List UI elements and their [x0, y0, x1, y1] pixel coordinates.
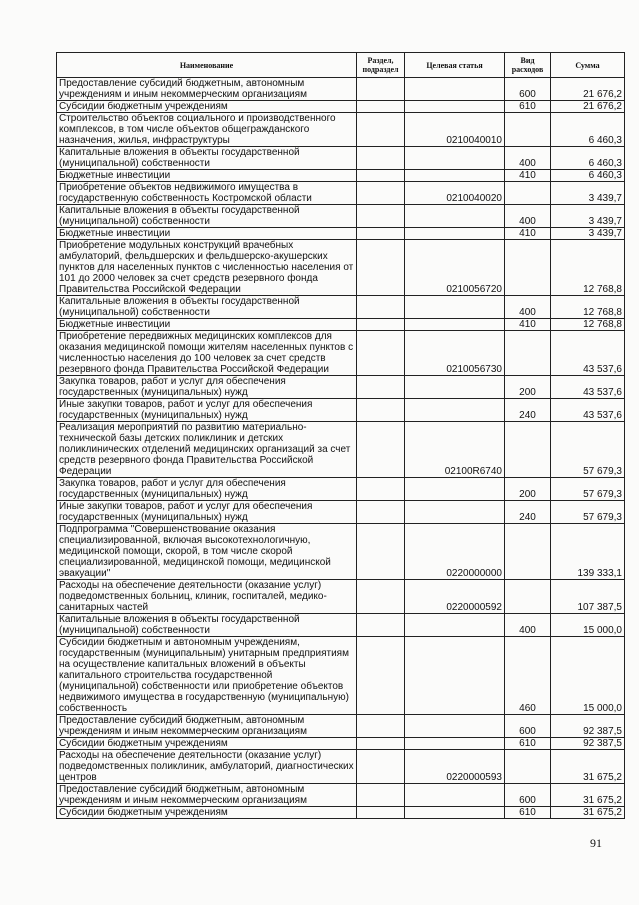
section-cell — [357, 715, 405, 738]
article-cell — [405, 78, 505, 101]
name-cell: Строительство объектов социального и производственного комплексов, в том числе объектов общегражданского назначения, жилья, инфраструктуры — [57, 113, 357, 147]
article-cell — [405, 501, 505, 524]
section-cell — [357, 296, 405, 319]
table-row — [57, 147, 625, 170]
name-cell: Бюджетные инвестиции — [57, 228, 357, 240]
table-body — [57, 78, 625, 819]
sum-cell: 57 679,3 — [551, 422, 625, 478]
table-row — [57, 715, 625, 738]
name-cell: Субсидии бюджетным и автономным учреждениям, государственным (муниципальным) унитарным предприятиям на осуществление капитальных вложений в объекты капитального строительства государственной (муниципальной) собственности или приобретение объектов недвижимого имущества в государственную (муниципальную) собственность — [57, 637, 357, 715]
name-cell: Иные закупки товаров, работ и услуг для обеспечения государственных (муниципальных) нужд — [57, 501, 357, 524]
article-cell: 0210056730 — [405, 331, 505, 376]
page-number: 91 — [590, 836, 602, 850]
article-cell — [405, 101, 505, 113]
name-cell: Подпрограмма "Совершенствование оказания специализированной, включая высокотехнологичную, медицинской помощи, скорой, в том числе скорой специализированной, медицинской помощи, медицинской эвакуации" — [57, 524, 357, 580]
sum-cell: 43 537,6 — [551, 331, 625, 376]
article-cell — [405, 715, 505, 738]
table-row — [57, 738, 625, 750]
table-row — [57, 807, 625, 819]
budget-table — [56, 52, 625, 819]
name-cell: Приобретение передвижных медицинских комплексов для оказания медицинской помощи жителям населенных пунктов с численностью населения до 100 человек за счет средств резервного фонда Правительства Российской Федерации — [57, 331, 357, 376]
table-row — [57, 296, 625, 319]
kind-cell: 410 — [505, 319, 551, 331]
sum-cell: 92 387,5 — [551, 715, 625, 738]
sum-cell: 15 000,0 — [551, 614, 625, 637]
section-cell — [357, 182, 405, 205]
sum-cell: 31 675,2 — [551, 750, 625, 784]
kind-cell: 460 — [505, 637, 551, 715]
header-article: Целевая статья — [405, 53, 505, 78]
kind-cell: 200 — [505, 376, 551, 399]
article-cell: 0220000592 — [405, 580, 505, 614]
sum-cell: 57 679,3 — [551, 501, 625, 524]
table-row — [57, 750, 625, 784]
section-cell — [357, 147, 405, 170]
section-cell — [357, 399, 405, 422]
table-row — [57, 182, 625, 205]
table-row — [57, 784, 625, 807]
name-cell: Капитальные вложения в объекты государственной (муниципальной) собственности — [57, 296, 357, 319]
sum-cell: 107 387,5 — [551, 580, 625, 614]
kind-cell: 240 — [505, 399, 551, 422]
name-cell: Предоставление субсидий бюджетным, автономным учреждениям и иным некоммерческим организациям — [57, 784, 357, 807]
kind-cell: 600 — [505, 78, 551, 101]
article-cell: 0210040020 — [405, 182, 505, 205]
section-cell — [357, 101, 405, 113]
sum-cell: 92 387,5 — [551, 738, 625, 750]
sum-cell: 15 000,0 — [551, 637, 625, 715]
sum-cell: 6 460,3 — [551, 170, 625, 182]
sum-cell: 31 675,2 — [551, 807, 625, 819]
section-cell — [357, 614, 405, 637]
name-cell: Субсидии бюджетным учреждениям — [57, 101, 357, 113]
name-cell: Приобретение объектов недвижимого имущества в государственную собственность Костромской области — [57, 182, 357, 205]
article-cell — [405, 147, 505, 170]
name-cell: Расходы на обеспечение деятельности (оказание услуг) подведомственных поликлиник, амбулаторий, диагностических центров — [57, 750, 357, 784]
name-cell: Капитальные вложения в объекты государственной (муниципальной) собственности — [57, 614, 357, 637]
article-cell: 0220000000 — [405, 524, 505, 580]
table-row — [57, 78, 625, 101]
sum-cell: 43 537,6 — [551, 376, 625, 399]
section-cell — [357, 240, 405, 296]
sum-cell: 12 768,8 — [551, 240, 625, 296]
name-cell: Бюджетные инвестиции — [57, 319, 357, 331]
sum-cell: 3 439,7 — [551, 182, 625, 205]
table-row — [57, 376, 625, 399]
section-cell — [357, 331, 405, 376]
sum-cell: 3 439,7 — [551, 205, 625, 228]
sum-cell: 57 679,3 — [551, 478, 625, 501]
kind-cell: 200 — [505, 478, 551, 501]
article-cell — [405, 807, 505, 819]
kind-cell: 610 — [505, 101, 551, 113]
kind-cell: 410 — [505, 170, 551, 182]
section-cell — [357, 750, 405, 784]
table-row — [57, 478, 625, 501]
section-cell — [357, 205, 405, 228]
sum-cell: 6 460,3 — [551, 113, 625, 147]
section-cell — [357, 170, 405, 182]
article-cell — [405, 784, 505, 807]
name-cell: Реализация мероприятий по развитию материально-технической базы детских поликлиник и детских поликлинических отделений медицинских организаций за счет средств резервного фонда Правительства Российской Федерации — [57, 422, 357, 478]
sum-cell: 43 537,6 — [551, 399, 625, 422]
table-row — [57, 524, 625, 580]
article-cell — [405, 228, 505, 240]
table-row — [57, 637, 625, 715]
section-cell — [357, 580, 405, 614]
kind-cell: 240 — [505, 501, 551, 524]
kind-cell: 610 — [505, 807, 551, 819]
sum-cell: 12 768,8 — [551, 319, 625, 331]
header-sum: Сумма — [551, 53, 625, 78]
name-cell: Приобретение модульных конструкций врачебных амбулаторий, фельдшерских и фельдшерско-акушерских пунктов для населенных пунктов с численностью населения от 101 до 2000 человек за счет средств резервного фонда Правительства Российской Федерации — [57, 240, 357, 296]
section-cell — [357, 524, 405, 580]
section-cell — [357, 376, 405, 399]
section-cell — [357, 738, 405, 750]
table-row — [57, 205, 625, 228]
sum-cell: 139 333,1 — [551, 524, 625, 580]
kind-cell — [505, 182, 551, 205]
article-cell: 0210056720 — [405, 240, 505, 296]
kind-cell: 400 — [505, 614, 551, 637]
kind-cell: 610 — [505, 738, 551, 750]
article-cell: 0210040010 — [405, 113, 505, 147]
table-row — [57, 228, 625, 240]
section-cell — [357, 784, 405, 807]
name-cell: Предоставление субсидий бюджетным, автономным учреждениям и иным некоммерческим организациям — [57, 715, 357, 738]
name-cell: Предоставление субсидий бюджетным, автономным учреждениям и иным некоммерческим организациям — [57, 78, 357, 101]
name-cell: Капитальные вложения в объекты государственной (муниципальной) собственности — [57, 147, 357, 170]
section-cell — [357, 637, 405, 715]
article-cell — [405, 399, 505, 422]
name-cell: Закупка товаров, работ и услуг для обеспечения государственных (муниципальных) нужд — [57, 478, 357, 501]
name-cell: Субсидии бюджетным учреждениям — [57, 807, 357, 819]
sum-cell: 3 439,7 — [551, 228, 625, 240]
section-cell — [357, 113, 405, 147]
header-section: Раздел, подраздел — [357, 53, 405, 78]
table-row — [57, 422, 625, 478]
section-cell — [357, 478, 405, 501]
header-kind: Вид расходов — [505, 53, 551, 78]
article-cell — [405, 205, 505, 228]
table-row — [57, 331, 625, 376]
table-row — [57, 240, 625, 296]
name-cell: Расходы на обеспечение деятельности (оказание услуг) подведомственных больниц, клиник, госпиталей, медико-санитарных частей — [57, 580, 357, 614]
table-header-row — [57, 53, 625, 78]
kind-cell — [505, 580, 551, 614]
section-cell — [357, 319, 405, 331]
section-cell — [357, 78, 405, 101]
name-cell: Капитальные вложения в объекты государственной (муниципальной) собственности — [57, 205, 357, 228]
table-row — [57, 319, 625, 331]
article-cell — [405, 637, 505, 715]
sum-cell: 6 460,3 — [551, 147, 625, 170]
table-row — [57, 170, 625, 182]
kind-cell — [505, 422, 551, 478]
kind-cell: 410 — [505, 228, 551, 240]
sum-cell: 21 676,2 — [551, 78, 625, 101]
table-row — [57, 399, 625, 422]
article-cell — [405, 738, 505, 750]
section-cell — [357, 501, 405, 524]
name-cell: Субсидии бюджетным учреждениям — [57, 738, 357, 750]
table-row — [57, 614, 625, 637]
kind-cell: 400 — [505, 296, 551, 319]
table-row — [57, 113, 625, 147]
header-name: Наименование — [57, 53, 357, 78]
kind-cell — [505, 240, 551, 296]
article-cell — [405, 319, 505, 331]
table-row — [57, 580, 625, 614]
article-cell — [405, 376, 505, 399]
section-cell — [357, 422, 405, 478]
name-cell: Иные закупки товаров, работ и услуг для обеспечения государственных (муниципальных) нужд — [57, 399, 357, 422]
kind-cell — [505, 113, 551, 147]
sum-cell: 31 675,2 — [551, 784, 625, 807]
table-row — [57, 101, 625, 113]
section-cell — [357, 807, 405, 819]
article-cell — [405, 478, 505, 501]
name-cell: Бюджетные инвестиции — [57, 170, 357, 182]
table-row — [57, 501, 625, 524]
name-cell: Закупка товаров, работ и услуг для обеспечения государственных (муниципальных) нужд — [57, 376, 357, 399]
article-cell — [405, 614, 505, 637]
kind-cell — [505, 750, 551, 784]
article-cell — [405, 296, 505, 319]
sum-cell: 12 768,8 — [551, 296, 625, 319]
kind-cell: 400 — [505, 205, 551, 228]
article-cell: 02100R6740 — [405, 422, 505, 478]
article-cell — [405, 170, 505, 182]
kind-cell: 600 — [505, 715, 551, 738]
kind-cell — [505, 331, 551, 376]
kind-cell: 400 — [505, 147, 551, 170]
kind-cell — [505, 524, 551, 580]
section-cell — [357, 228, 405, 240]
kind-cell: 600 — [505, 784, 551, 807]
sum-cell: 21 676,2 — [551, 101, 625, 113]
article-cell: 0220000593 — [405, 750, 505, 784]
